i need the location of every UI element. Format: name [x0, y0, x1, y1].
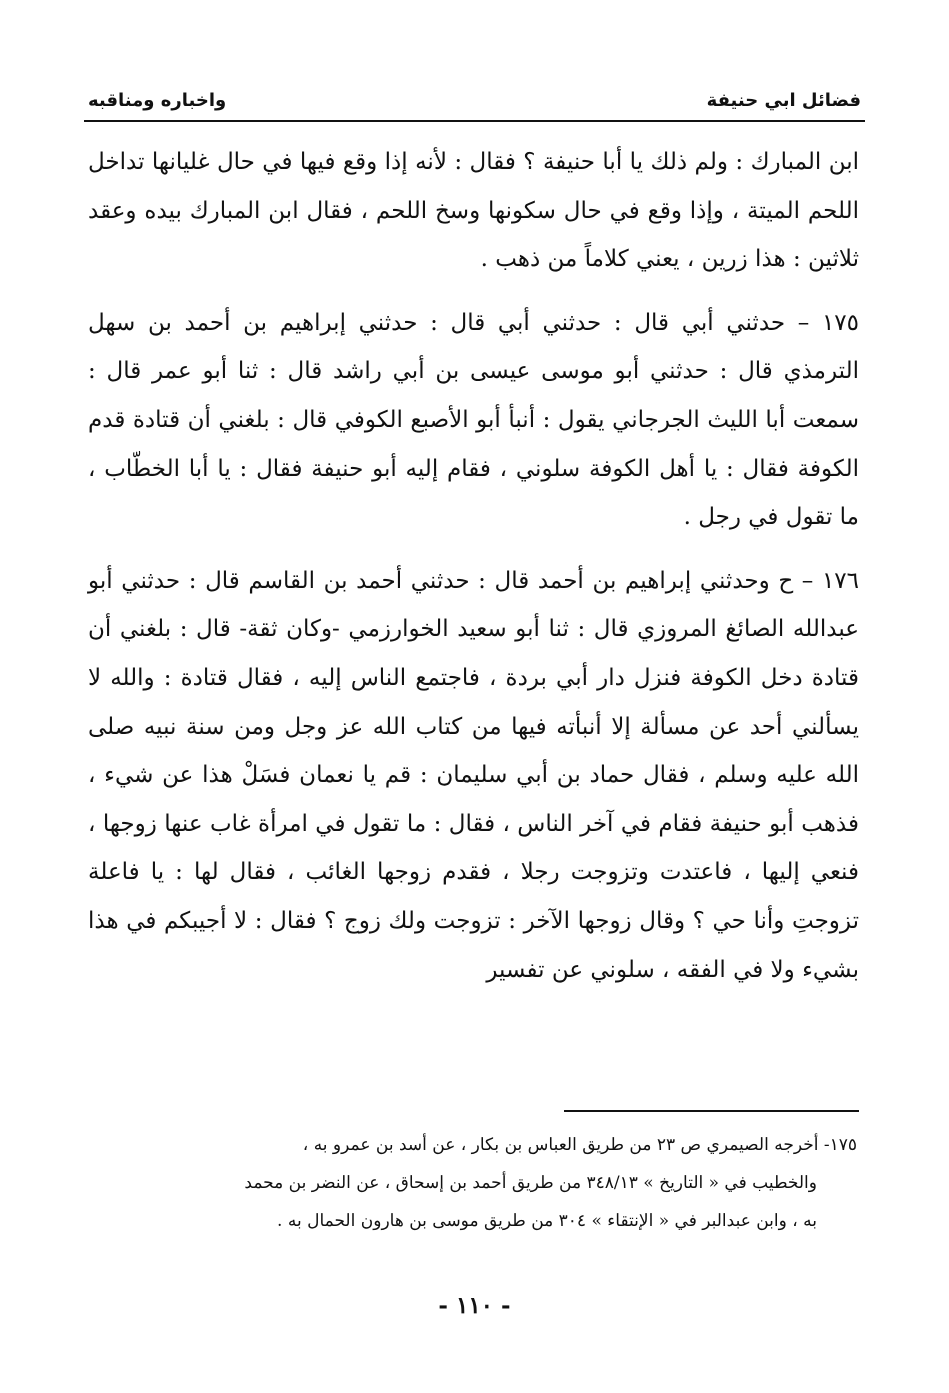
footnote-line: والخطيب في « التاريخ » ٣٤٨/١٣ من طريق أحمد بن إسحاق ، عن النضر بن محمد [244, 1173, 817, 1193]
header-rule [84, 120, 865, 122]
running-header [88, 82, 861, 118]
header-section-title: واخباره ومناقبه [88, 89, 227, 111]
paragraph-176: ١٧٦ – ح وحدثني إبراهيم بن أحمد قال : حدثني أحمد بن القاسم قال : حدثني أبو عبدالله الصائغ المروزي قال : ثنا أبو سعيد الخوارزمي -وكان ثقة- قال : بلغني أن قتادة دخل الكوفة فنزل دار أبي بردة ، فاجتمع الناس إليه ، فقال قتادة : والله لا يسألني أحد عن مسألة إلا أنبأته فيها من كتاب الله عز وجل ومن سنة نبيه صلى الله عليه وسلم ، فقال حماد بن أبي سليمان : قم يا نعمان فسَلْ هذا عن شيء ، فذهب أبو حنيفة فقام في آخر الناس ، فقال : ما تقول في امرأة غاب عنها زوجها ، فنعي إليها ، فاعتدت وتزوجت رجلا ، فقدم زوجها الغائب ، فقال لها : يا فاعلة تزوجتِ وأنا حي ؟ وقال زوجها الآخر : تزوجت ولك زوج ؟ فقال : لا أجيبكم في هذا بشيء ولا في الفقه ، سلوني عن تفسير [88, 567, 859, 983]
footnote-rule [564, 1110, 859, 1112]
footnote-line: ١٧٥- أخرجه الصيمري ص ٢٣ من طريق العباس بن بكار ، عن أسد بن عمرو به ، [302, 1135, 857, 1155]
paragraph-175: ١٧٥ – حدثني أبي قال : حدثني أبي قال : حدثني إبراهيم بن أحمد بن سهل الترمذي قال : حدثني أبو موسى عيسى بن أبي راشد قال : ثنا أبو عمر قال : سمعت أبا الليث الجرجاني يقول : أنبأ أبو الأصبع الكوفي قال : بلغني أن قتادة قدم الكوفة فقال : يا أهل الكوفة سلوني ، فقام إليه أبو حنيفة فقال : يا أبا الخطّاب ، ما تقول في رجل . [88, 309, 859, 531]
footnotes [86, 1126, 857, 1240]
main-text [88, 138, 859, 1009]
header-book-title: فضائل ابي حنيفة [706, 89, 861, 111]
page-number: - ١١٠ - [438, 1292, 511, 1319]
footnote-line: به ، وابن عبدالبر في « الإنتقاء » ٣٠٤ من طريق موسى بن هارون الحمال به . [277, 1211, 817, 1231]
paragraph-continuation: ابن المبارك : ولم ذلك يا أبا حنيفة ؟ فقال : لأنه إذا وقع فيها في حال غليانها تداخل اللحم الميتة ، وإذا وقع في حال سكونها وسخ اللحم ، فقال ابن المبارك بيده وعقد ثلاثين : هذا زرين ، يعني كلاماً من ذهب . [88, 149, 859, 273]
